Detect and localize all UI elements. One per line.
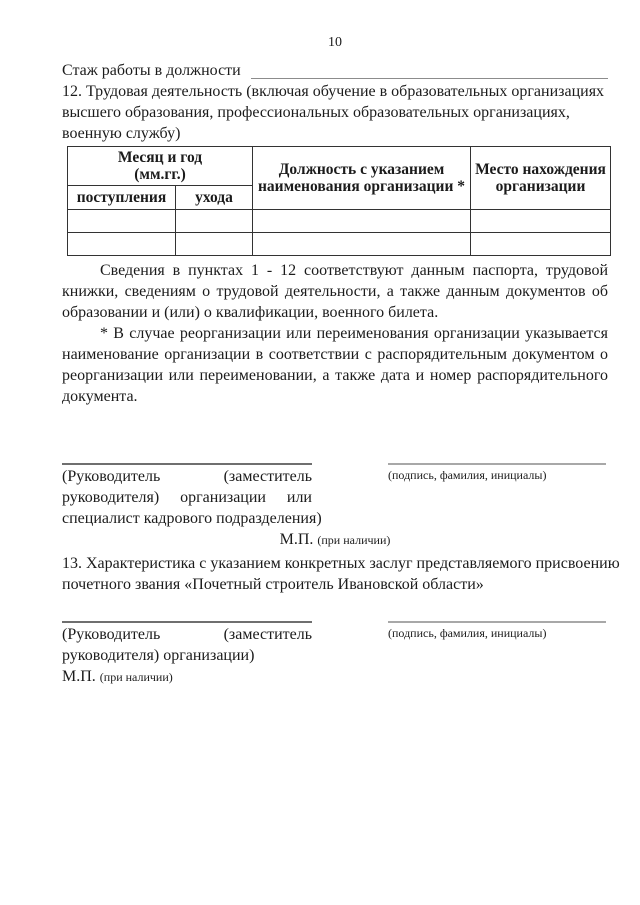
table-header-row-1 — [68, 147, 611, 186]
signature1-signer-caption: (Руководитель (заместитель руководителя) организации или специалист кадрового подразделения) — [62, 468, 322, 527]
employment-history-table — [67, 146, 611, 256]
signature2-sign-caption: (подпись, фамилия, инициалы) — [388, 626, 547, 640]
column-header-location: Место нахождения организации — [471, 147, 611, 210]
cell-position — [253, 233, 471, 256]
month-year-line1: Месяц и год — [117, 149, 203, 166]
column-header-start-date: поступления — [68, 186, 176, 210]
signature1-sign-column — [388, 463, 606, 529]
section12-intro-paragraph: 12. Трудовая деятельность (включая обучение в образовательных организациях высшего образования, профессиональных образовательных организациях, военную службу) — [62, 83, 605, 142]
page-number: 10 — [328, 35, 342, 50]
stamp-note: (при наличии) — [99, 670, 173, 684]
signature2-sign-column — [388, 621, 606, 666]
tenure-field-blank-line — [251, 61, 608, 79]
vertical-spacer — [62, 407, 608, 463]
month-year-line2: (мм.гг.) — [134, 166, 186, 183]
stamp-placeholder-2 — [62, 666, 608, 688]
stamp-placeholder-1 — [62, 529, 608, 551]
signature2-signer-caption: (Руководитель (заместитель руководителя) организации) — [62, 626, 312, 664]
signature-block-1 — [62, 463, 608, 529]
table-row — [68, 233, 611, 256]
column-header-end-date: ухода — [176, 186, 253, 210]
cell-start-date — [68, 210, 176, 233]
column-header-month-year — [68, 147, 253, 186]
cell-start-date — [68, 233, 176, 256]
records-note-paragraph: Сведения в пунктах 1 - 12 соответствуют данным паспорта, трудовой книжки, сведениям о трудовой деятельности, а также данным документов об образовании и (или) о квалификации, военного билета. — [62, 262, 608, 321]
cell-end-date — [176, 233, 253, 256]
column-header-position: Должность с указанием наименования организации * — [253, 147, 471, 210]
stamp-abbr: М.П. — [279, 531, 314, 548]
stamp-note: (при наличии) — [317, 533, 391, 547]
signature2-signer-column — [62, 621, 312, 666]
vertical-spacer — [62, 595, 608, 621]
signature1-sign-caption: (подпись, фамилия, инициалы) — [388, 468, 547, 482]
tenure-field-label: Стаж работы в должности — [62, 62, 241, 79]
section13-paragraph: 13. Характеристика с указанием конкретных заслуг представляемого присвоению почетного звания «Почетный строитель Ивановской области» — [62, 555, 620, 593]
cell-location — [471, 233, 611, 256]
page-content — [62, 34, 620, 688]
cell-position — [253, 210, 471, 233]
signature-block-2 — [62, 621, 608, 666]
table-row — [68, 210, 611, 233]
tenure-field-row — [62, 60, 608, 81]
cell-end-date — [176, 210, 253, 233]
cell-location — [471, 210, 611, 233]
signature1-signer-column — [62, 463, 322, 529]
stamp-abbr: М.П. — [62, 668, 96, 685]
reorganization-footnote-paragraph: * В случае реорганизации или переименования организации указывается наименование организации в соответствии с распорядительным документом о реорганизации или переименовании, а также дата и номер распорядительного документа. — [62, 325, 608, 405]
